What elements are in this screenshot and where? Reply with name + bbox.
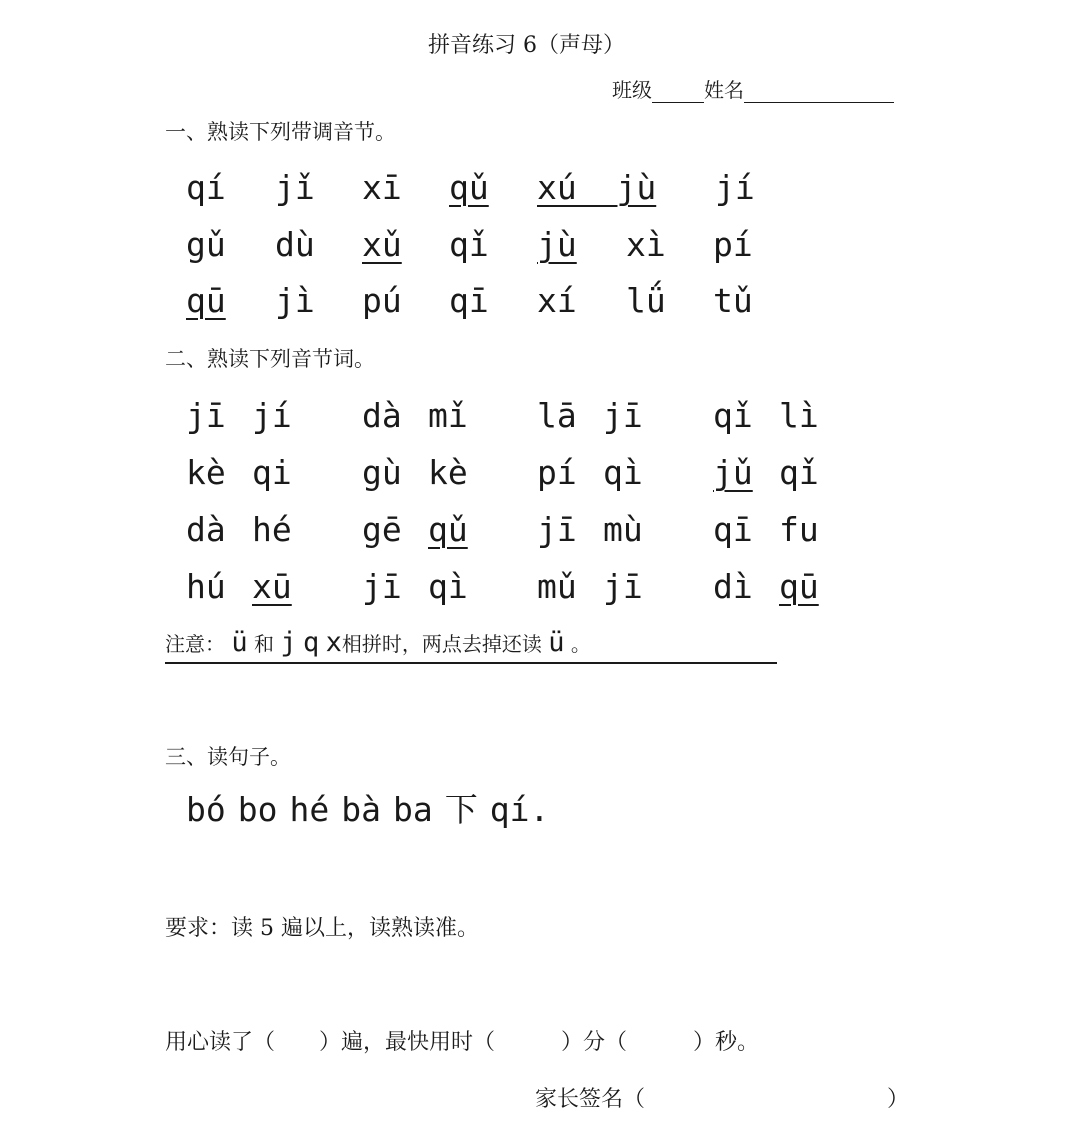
- note-line: [165, 627, 777, 664]
- sentence-word: ba: [393, 790, 433, 829]
- syllable: pí: [713, 225, 753, 264]
- word-syllable: qǐ: [779, 453, 819, 492]
- syllable: xí: [537, 281, 577, 320]
- section3-heading: 三、读句子。: [165, 745, 291, 769]
- word-syllable: xū: [252, 567, 292, 606]
- syllable: dù: [275, 225, 315, 264]
- word-syllable: jí: [252, 396, 292, 435]
- word-syllable: fu: [779, 510, 819, 549]
- word-syllable: qì: [603, 453, 643, 492]
- word-syllable: hé: [252, 510, 292, 549]
- word-syllable: qǔ: [428, 510, 468, 549]
- name-label: 姓名: [704, 78, 744, 102]
- note-he: 和: [253, 632, 274, 656]
- page-title: 拼音练习 6（声母）: [428, 33, 625, 58]
- word-syllable: mǐ: [428, 396, 468, 435]
- word-syllable: gù: [362, 453, 402, 492]
- class-name-line: [612, 74, 894, 103]
- note-prefix: 注意：: [165, 632, 225, 656]
- syllable: qí: [186, 168, 226, 207]
- word-syllable: kè: [186, 453, 226, 492]
- word-syllable: jī: [603, 567, 643, 606]
- note-x: x: [325, 627, 342, 658]
- word-syllable: gē: [362, 510, 402, 549]
- section1-heading: 一、熟读下列带调音节。: [165, 120, 396, 144]
- syllable: qǔ: [449, 168, 489, 207]
- word-syllable: qī: [713, 510, 753, 549]
- syllable: jì: [275, 281, 315, 320]
- reading-record: 用心读了（ ）遍，最快用时（ ）分（ ）秒。: [165, 1030, 760, 1055]
- syllable: jù: [537, 225, 577, 264]
- word-syllable: pí: [537, 453, 577, 492]
- word-syllable: qū: [779, 567, 819, 606]
- sentence-word: bo: [237, 790, 278, 829]
- word-syllable: dà: [186, 510, 226, 549]
- syllable: pú: [362, 281, 402, 320]
- syllable: lǘ: [626, 281, 666, 320]
- syllable: qī: [449, 281, 489, 320]
- word-syllable: qǐ: [713, 396, 753, 435]
- sentence: [186, 790, 561, 830]
- word-syllable: kè: [428, 453, 468, 492]
- syllable: qū: [186, 281, 226, 320]
- word-syllable: qì: [428, 567, 468, 606]
- section2-heading: 二、熟读下列音节词。: [165, 347, 375, 371]
- note-u1: ü: [231, 627, 248, 658]
- syllable: xī: [362, 168, 402, 207]
- word-syllable: hú: [186, 567, 226, 606]
- class-label: 班级: [612, 78, 652, 102]
- word-syllable: jī: [603, 396, 643, 435]
- parent-signature: 家长签名（ ）: [535, 1087, 910, 1112]
- syllable: jí: [715, 168, 755, 207]
- requirement: 要求：读 5 遍以上，读熟读准。: [165, 916, 479, 941]
- note-q: q: [302, 627, 320, 658]
- sentence-word: hé: [289, 790, 330, 829]
- name-blank[interactable]: [744, 82, 894, 103]
- word-syllable: lā: [537, 396, 577, 435]
- note-u2: ü: [548, 627, 565, 658]
- sentence-word: qí.: [489, 790, 550, 829]
- syllable: xǔ: [362, 225, 402, 264]
- word-syllable: jī: [362, 567, 402, 606]
- syllable: tǔ: [713, 281, 753, 320]
- word-syllable: jǔ: [713, 453, 753, 492]
- class-blank[interactable]: [652, 82, 704, 103]
- syllable: gǔ: [186, 225, 226, 264]
- word-syllable: qi: [252, 453, 292, 492]
- word-syllable: jī: [186, 396, 226, 435]
- word-syllable: mù: [603, 510, 643, 549]
- syllable: jǐ: [275, 168, 315, 207]
- word-syllable: dà: [362, 396, 402, 435]
- sentence-word: 下: [444, 790, 478, 829]
- note-end: 。: [570, 632, 591, 656]
- sentence-word: bà: [341, 790, 381, 829]
- syllable: xú jù: [537, 168, 657, 207]
- word-syllable: lì: [779, 396, 819, 435]
- note-j: j: [280, 627, 297, 658]
- word-syllable: dì: [713, 567, 753, 606]
- syllable: qǐ: [449, 225, 489, 264]
- note-middle: 相拼时，两点去掉还读: [341, 632, 542, 656]
- word-syllable: mǔ: [537, 567, 577, 606]
- sentence-word: bó: [186, 790, 226, 829]
- word-syllable: jī: [537, 510, 577, 549]
- syllable: xì: [626, 225, 666, 264]
